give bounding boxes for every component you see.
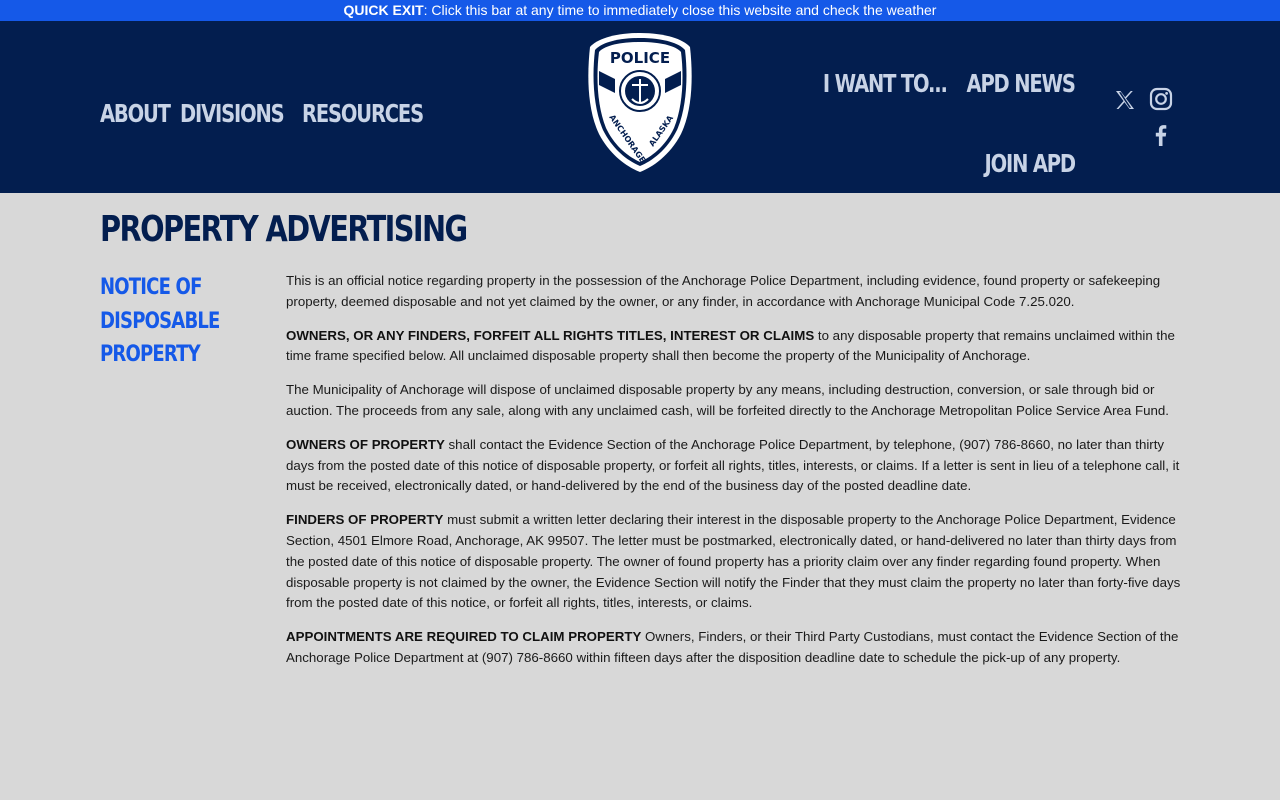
paragraph-heading: OWNERS OF PROPERTY <box>286 436 445 452</box>
logo-top-text: POLICE <box>609 49 671 67</box>
paragraph-text: to any disposable property that remains unclaimed within the time frame specified below. All unclaimed disposable property shall then become the property of the Municipality of Anchorage. <box>286 327 1175 364</box>
secondary-nav-row-2 <box>959 149 1075 178</box>
instagram-icon[interactable] <box>1149 87 1173 111</box>
sidebar-link-notice-of-disposable-property[interactable] <box>100 271 223 372</box>
paragraph-heading: OWNERS, OR ANY FINDERS, FORFEIT ALL RIGHTS TITLES, INTEREST OR CLAIMS <box>286 327 815 343</box>
sidebar-link-line-3: PROPERTY <box>100 342 200 367</box>
nav-i-want-to[interactable]: I WANT TO... <box>822 69 947 98</box>
paragraph-text: must submit a written letter declaring their interest in the disposable property to the Anchorage Police Department, Evidence Section, 4501 Elmore Road, Anchorage, AK 99507. The letter must be postmarked, electronically dated, or hand-delivered no later than thirty days from the posted date of this notice of disposable property. The owner of found property has a priority claim over any finder regarding found property. When disposable property is not claimed by the owner, the Evidence Section will notify the Finder that they must claim the property no later than forty-five days from the posted date of this notice, or forfeit all rights, titles, interests, or claims. <box>286 512 1181 611</box>
nav-apd-news[interactable]: APD NEWS <box>966 69 1075 98</box>
paragraph-text: This is an official notice regarding property in the possession of the Anchorage Police Department, including evidence, found property or safekeeping property, deemed disposable and not yet claimed by the owner, or any finder, in accordance with Anchorage Municipal Code 7.25.020. <box>286 273 1161 309</box>
page-title: PROPERTY ADVERTISING <box>100 209 467 250</box>
paragraph-heading: FINDERS OF PROPERTY <box>286 512 444 528</box>
paragraph-text: shall contact the Evidence Section of the Anchorage Police Department, by telephone, (907) 786-8660, no later than thirty days from the posted date of this notice of disposable property, or forfeit all rights, titles, interests, or claims. If a letter is sent in lieu of a telephone call, it must be received, electronically dated, or hand-delivered by the end of the business day of the posted deadline date. <box>286 436 1180 494</box>
nav-resources[interactable]: RESOURCES <box>302 99 424 128</box>
secondary-nav <box>798 69 1075 98</box>
sidebar-link-line-1: NOTICE OF <box>100 275 202 300</box>
site-header <box>0 21 1280 193</box>
logo-right-text: ALASKA <box>647 113 676 149</box>
primary-nav <box>100 99 427 128</box>
notice-body <box>286 271 1182 682</box>
paragraph-text: The Municipality of Anchorage will dispose of unclaimed disposable property by any means, including destruction, conversion, or sale through bid or auction. The proceeds from any sale, along with any unclaimed cash, will be forfeited directly to the Anchorage Metropolitan Police Service Area Fund. <box>286 382 1170 418</box>
paragraph-heading: APPOINTMENTS ARE REQUIRED TO CLAIM PROPERTY <box>286 629 642 645</box>
facebook-icon[interactable] <box>1149 123 1173 147</box>
nav-join-apd[interactable]: JOIN APD <box>984 149 1075 178</box>
quick-exit-bar[interactable] <box>0 0 1280 21</box>
paragraph-disposal <box>286 380 1182 422</box>
police-badge-icon[interactable] <box>585 29 695 174</box>
nav-about[interactable]: ABOUT <box>100 99 170 128</box>
sidebar-link-line-2: DISPOSABLE <box>100 308 220 334</box>
paragraph-intro <box>286 271 1182 313</box>
social-links <box>1113 85 1177 155</box>
paragraph-appointments <box>286 627 1182 669</box>
paragraph-text: Owners, Finders, or their Third Party Custodians, must contact the Evidence Section of the Anchorage Police Department at (907) 786-8660 within fifteen days after the disposition deadline date to schedule the pick-up of any property. <box>286 629 1179 665</box>
quick-exit-label: QUICK EXIT <box>343 2 424 18</box>
x-twitter-icon[interactable] <box>1113 88 1137 112</box>
paragraph-finders <box>286 510 1182 614</box>
quick-exit-text: : Click this bar at any time to immediately close this website and check the weather <box>423 2 937 18</box>
paragraph-forfeit <box>286 326 1182 368</box>
logo-left-text: ANCHORAGE <box>607 112 648 165</box>
nav-divisions[interactable]: DIVISIONS <box>179 99 284 128</box>
paragraph-owners <box>286 435 1182 497</box>
